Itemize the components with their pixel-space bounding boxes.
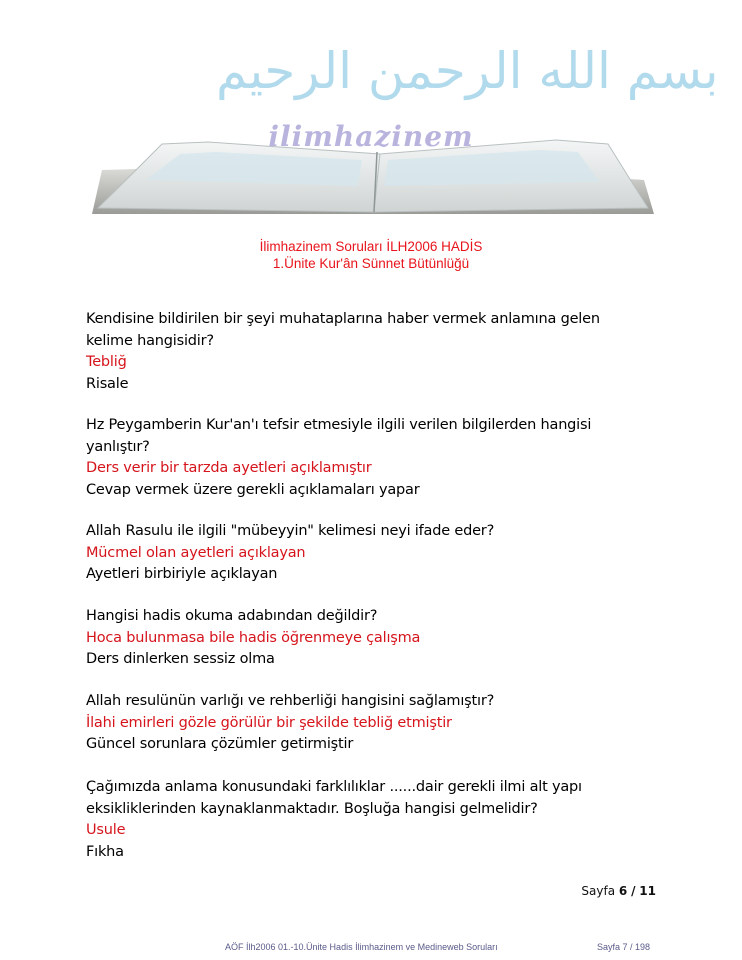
header-subtitle: 1.Ünite Kur'ân Sünnet Bütünlüğü [272, 256, 470, 271]
question-block-1 [86, 309, 626, 395]
wrong-answer: Ders dinlerken sessiz olma [86, 651, 275, 667]
question-text-cont: kelime hangisidir? [86, 332, 214, 349]
question-text: Allah resulünün varlığı ve rehberliği hangisini sağlamıştır? [86, 693, 495, 709]
wrong-answer: Risale [86, 375, 129, 392]
page-label: Sayfa [581, 884, 616, 898]
correct-answer: Ders verir bir tarzda ayetleri açıklamıştır [86, 460, 372, 476]
ilimhazinem-watermark: ilimhazinem [268, 120, 474, 153]
header-title: İlimhazinem Soruları İLH2006 HADİS [259, 239, 483, 254]
wrong-answer: Fıkha [86, 843, 124, 860]
question-text: Çağımızda anlama konusundaki farklılıklar ......dair gerekli ilmi alt yapı [86, 779, 582, 795]
question-block-3 [86, 521, 626, 586]
footer-page-count: Sayfa 7 / 198 [597, 942, 651, 952]
question-text-cont: yanlıştır? [86, 438, 150, 455]
correct-answer: İlahi emirleri gözle görülür bir şekilde tebliğ etmiştir [86, 714, 452, 731]
question-block-6 [86, 777, 626, 863]
question-text: Hz Peygamberin Kur'an'ı tefsir etmesiyle ilgili verilen bilgilerden hangisi [86, 417, 592, 433]
wrong-answer: Güncel sorunlara çözümler getirmiştir [86, 736, 354, 752]
page-separator: / [631, 884, 636, 898]
question-block-5 [86, 691, 626, 756]
question-text: Kendisine bildirilen bir şeyi muhataplarına haber vermek anlamına gelen [86, 311, 600, 327]
page-current: 6 [618, 884, 628, 898]
question-text: Allah Rasulu ile ilgili "mübeyyin" kelimesi neyi ifade eder? [86, 523, 495, 539]
document-header [0, 238, 742, 272]
page-total: 11 [639, 884, 656, 898]
correct-answer: Tebliğ [86, 354, 127, 370]
wrong-answer: Cevap vermek üzere gerekli açıklamaları yapar [86, 481, 420, 498]
question-text: Hangisi hadis okuma adabından değildir? [86, 608, 378, 624]
correct-answer: Mücmel olan ayetleri açıklayan [86, 544, 306, 561]
footer-title: AÖF İlh2006 01.-10.Ünite Hadis İlimhazinem ve Medineweb Soruları [225, 942, 498, 952]
correct-answer: Hoca bulunmasa bile hadis öğrenmeye çalışma [86, 629, 421, 646]
question-text-cont: eksikliklerinden kaynaklanmaktadır. Boşluğa hangisi gelmelidir? [86, 800, 538, 817]
page-number [581, 884, 656, 898]
question-block-4 [86, 606, 626, 671]
quran-banner-image [88, 40, 719, 220]
correct-answer: Usule [86, 822, 126, 838]
bismillah-calligraphy: بسم الله الرحمن الرحيم [216, 42, 719, 100]
wrong-answer: Ayetleri birbiriyle açıklayan [86, 566, 278, 582]
question-block-2 [86, 415, 626, 501]
